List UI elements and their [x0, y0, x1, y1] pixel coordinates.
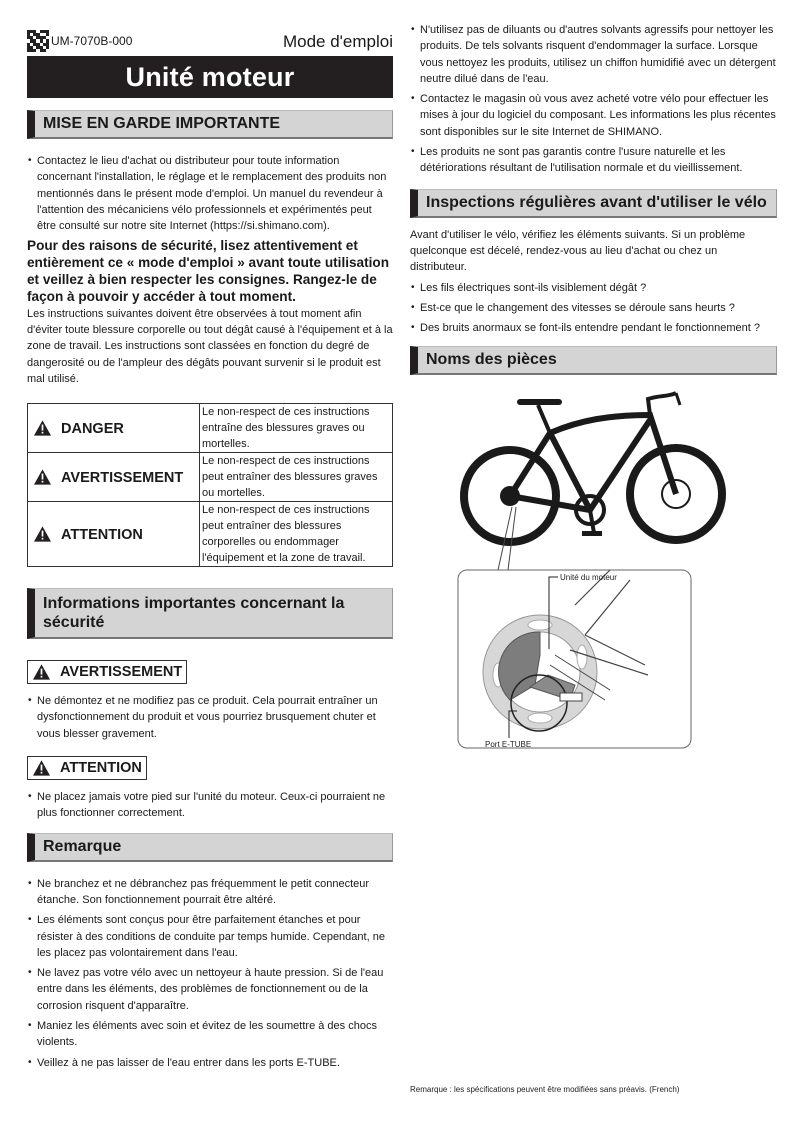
list-item: • Maniez les éléments avec soin et évitez de les soumettre à des chocs violents. — [27, 1018, 393, 1051]
hazard-level-caution: ATTENTION — [28, 502, 200, 567]
warning-triangle-icon — [33, 664, 50, 680]
remarque-list — [27, 876, 393, 1071]
inspections-list — [410, 280, 777, 337]
document-type: Mode d'emploi — [282, 32, 393, 51]
hazard-level-warning: AVERTISSEMENT — [28, 453, 200, 502]
list-item: • Ne placez jamais votre pied sur l'unité du moteur. Ceux-ci pourraient ne plus fonctionner correctement. — [27, 789, 393, 822]
safety-bold-notice: Pour des raisons de sécurité, lisez attentivement et entièrement ce « mode d'emploi » avant toute utilisation et veillez à bien respecter les consignes. Rangez-le de façon à pouvoir y accéder à tout moment. — [27, 238, 390, 304]
warning-triangle-icon — [34, 526, 51, 542]
list-item: • Les fils électriques sont-ils visiblement dégât ? — [410, 280, 777, 296]
document-code: UM-7070B-000 — [51, 34, 133, 48]
footnote: Remarque : les spécifications peuvent être modifiées sans préavis. (French) — [410, 1085, 680, 1094]
hazard-level-description: Le non-respect de ces instructions peut entraîner des blessures graves ou mortelles. — [200, 453, 393, 502]
document-header — [27, 28, 393, 52]
warning-badge: AVERTISSEMENT — [27, 660, 187, 684]
list-item: • Des bruits anormaux se font-ils entendre pendant le fonctionnement ? — [410, 320, 777, 336]
warning-triangle-icon — [34, 420, 51, 436]
list-item: • Contactez le magasin où vous avez acheté votre vélo pour effectuer les mises à jour du logiciel du composant. Les informations les plus récentes sont disponibles sur le site Internet de SHIMANO. — [410, 91, 777, 140]
section-heading-parts-names: Noms des pièces — [410, 346, 777, 375]
hazard-level-description: Le non-respect de ces instructions entraîne des blessures graves ou mortelles. — [200, 404, 393, 453]
important-warning-list — [27, 153, 393, 234]
list-item: • Les éléments sont conçus pour être parfaitement étanches et pour résister à des conditions de conduite par temps humide. Cependant, ne les placez pas volontairement dans l'eau. — [27, 912, 393, 961]
warning-list — [27, 693, 393, 742]
list-item: • Ne démontez et ne modifiez pas ce produit. Cela pourrait entraîner un dysfonctionnement du produit et vous pourriez brusquement chuter et vous blesser gravement. — [27, 693, 393, 742]
remarque-continued-list — [410, 22, 777, 177]
section-heading-safety-info: Informations importantes concernant la sécurité — [27, 588, 393, 639]
inspections-intro: Avant d'utiliser le vélo, vérifiez les éléments suivants. Si un problème quelconque est décelé, rendez-vous au lieu d'achat ou chez un distributeur. — [410, 228, 746, 274]
warning-triangle-icon — [34, 469, 51, 485]
list-item: • N'utilisez pas de diluants ou d'autres solvants agressifs pour nettoyer les produits. De tels solvants risquent d'endommager la surface. Lorsque vous nettoyez les produits, utilisez un chiffon humidifié avec un détergent neutre dilué dans de l'eau. — [410, 22, 777, 87]
section-heading-remarque: Remarque — [27, 833, 393, 862]
right-column — [410, 22, 777, 775]
qr-code-icon — [27, 30, 49, 52]
hazard-level-description: Le non-respect de ces instructions peut entraîner des blessures corporelles ou endommager l'équipement et la zone de travail. — [200, 502, 393, 567]
parts-diagram — [410, 375, 777, 775]
bicycle-illustration — [410, 375, 777, 775]
document-id — [27, 30, 132, 52]
section-heading-inspections: Inspections régulières avant d'utiliser le vélo — [410, 189, 777, 218]
label-etube-port: Port E-TUBE — [485, 740, 532, 750]
warning-triangle-icon — [33, 760, 50, 776]
hazard-level-danger: DANGER — [28, 404, 200, 453]
caution-list — [27, 789, 393, 822]
page-title: Unité moteur — [27, 56, 393, 98]
label-motor-unit: Unité du moteur — [560, 573, 617, 583]
list-item: • Est-ce que le changement des vitesses se déroule sans heurts ? — [410, 300, 777, 316]
table-row — [28, 404, 393, 453]
section-heading-important-warning: MISE EN GARDE IMPORTANTE — [27, 110, 393, 139]
hazard-levels-table — [27, 403, 393, 567]
left-column — [27, 28, 393, 1075]
table-row — [28, 453, 393, 502]
list-item: • Ne lavez pas votre vélo avec un nettoyeur à haute pression. Si de l'eau entre dans les éléments, des problèmes de fonctionnement ou de la corrosion risquent d'apparaître. — [27, 965, 393, 1014]
list-item: • Contactez le lieu d'achat ou distributeur pour toute information concernant l'installation, le réglage et le remplacement des produits non mentionnés dans le présent mode d'emploi. Un manuel du revendeur à l'attention des mécaniciens vélo professionnels et expérimentés peut être consulté sur notre site Internet (https://si.shimano.com). — [27, 153, 393, 234]
instructions-intro: Les instructions suivantes doivent être observées à tout moment afin d'éviter toute blessure corporelle ou tout dégât causé à l'équipement et à la zone de travail. Les instructions sont classées en fonction du degré de dangerosité ou de l'ampleur des dégâts pouvant survenir si le produit est mal utilisé. — [27, 307, 393, 385]
list-item: • Les produits ne sont pas garantis contre l'usure naturelle et les détériorations résultant de l'utilisation normale et du vieillissement. — [410, 144, 777, 177]
list-item: • Veillez à ne pas laisser de l'eau entrer dans les ports E-TUBE. — [27, 1055, 393, 1071]
list-item: • Ne branchez et ne débranchez pas fréquemment le petit connecteur étanche. Son fonctionnement pourrait être altéré. — [27, 876, 393, 909]
caution-badge: ATTENTION — [27, 756, 147, 780]
table-row — [28, 502, 393, 567]
